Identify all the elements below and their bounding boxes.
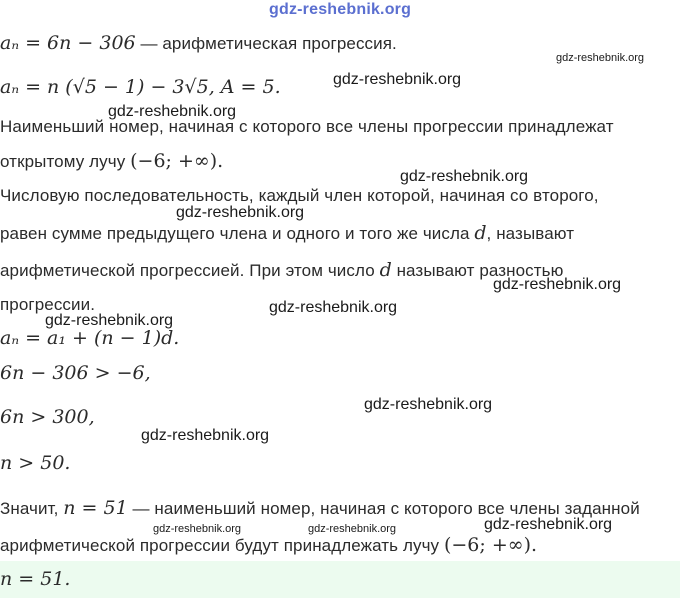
conclusion-text: — наименьший номер, начиная с которого все члены заданной: [127, 499, 640, 518]
watermark: gdz-reshebnik.org: [484, 516, 613, 533]
watermark: gdz-reshebnik.org: [333, 71, 462, 88]
inequality-1: 6n − 306 > −6,: [0, 362, 151, 384]
progression-definition-line: [0, 32, 397, 54]
progression-formula: aₙ = 6n − 306: [0, 32, 136, 54]
watermark: gdz-reshebnik.org: [493, 276, 622, 293]
task-text-line2: [0, 150, 223, 172]
definition-line2-b: , называют: [486, 224, 575, 243]
task-formula: aₙ = n (√5 − 1) − 3√5, A = 5.: [0, 76, 281, 98]
inequality-2: 6n > 300,: [0, 406, 95, 428]
watermark: gdz-reshebnik.org: [153, 523, 242, 535]
task-text-ray: открытому лучу: [0, 152, 131, 171]
answer-highlight: [0, 561, 680, 598]
progression-label: — арифметическая прогрессия.: [135, 34, 397, 53]
watermark: gdz-reshebnik.org: [308, 523, 397, 535]
watermark: gdz-reshebnik.org: [400, 168, 529, 185]
watermark-top: gdz-reshebnik.org: [269, 1, 412, 18]
interval-formula: (−6; +∞).: [130, 150, 224, 172]
watermark: gdz-reshebnik.org: [141, 427, 270, 444]
inequality-3: n > 50.: [0, 452, 71, 474]
task-text-line1: Наименьший номер, начиная с которого все члены прогрессии принадлежат: [0, 117, 614, 136]
definition-line3-b: называют разностью: [391, 261, 564, 280]
variable-d: d: [474, 222, 487, 244]
answer-value: n = 51.: [0, 568, 71, 590]
conclusion-formula: n = 51: [63, 497, 128, 519]
conclusion-interval: (−6; +∞).: [443, 534, 538, 556]
definition-line2: [0, 222, 574, 244]
watermark: gdz-reshebnik.org: [108, 103, 237, 120]
definition-line4: прогрессии.: [0, 295, 96, 314]
variable-d-2: d: [379, 259, 392, 281]
watermark: gdz-reshebnik.org: [269, 299, 398, 316]
general-term-formula: aₙ = a₁ + (n − 1)d.: [0, 327, 180, 349]
watermark: gdz-reshebnik.org: [176, 204, 305, 221]
conclusion-line2: [0, 534, 537, 556]
watermark: gdz-reshebnik.org: [364, 396, 493, 413]
watermark: gdz-reshebnik.org: [45, 312, 174, 329]
conclusion-prefix: Значит,: [0, 499, 64, 518]
conclusion-line2-text: арифметической прогрессии будут принадлежать лучу: [0, 536, 444, 555]
definition-line1: Числовую последовательность, каждый член которой, начиная со второго,: [0, 186, 599, 205]
definition-line3-a: арифметической прогрессией. При этом число: [0, 261, 380, 280]
watermark: gdz-reshebnik.org: [556, 52, 645, 64]
definition-line3: [0, 259, 563, 281]
definition-line2-a: равен сумме предыдущего члена и одного и того же числа: [0, 224, 475, 243]
